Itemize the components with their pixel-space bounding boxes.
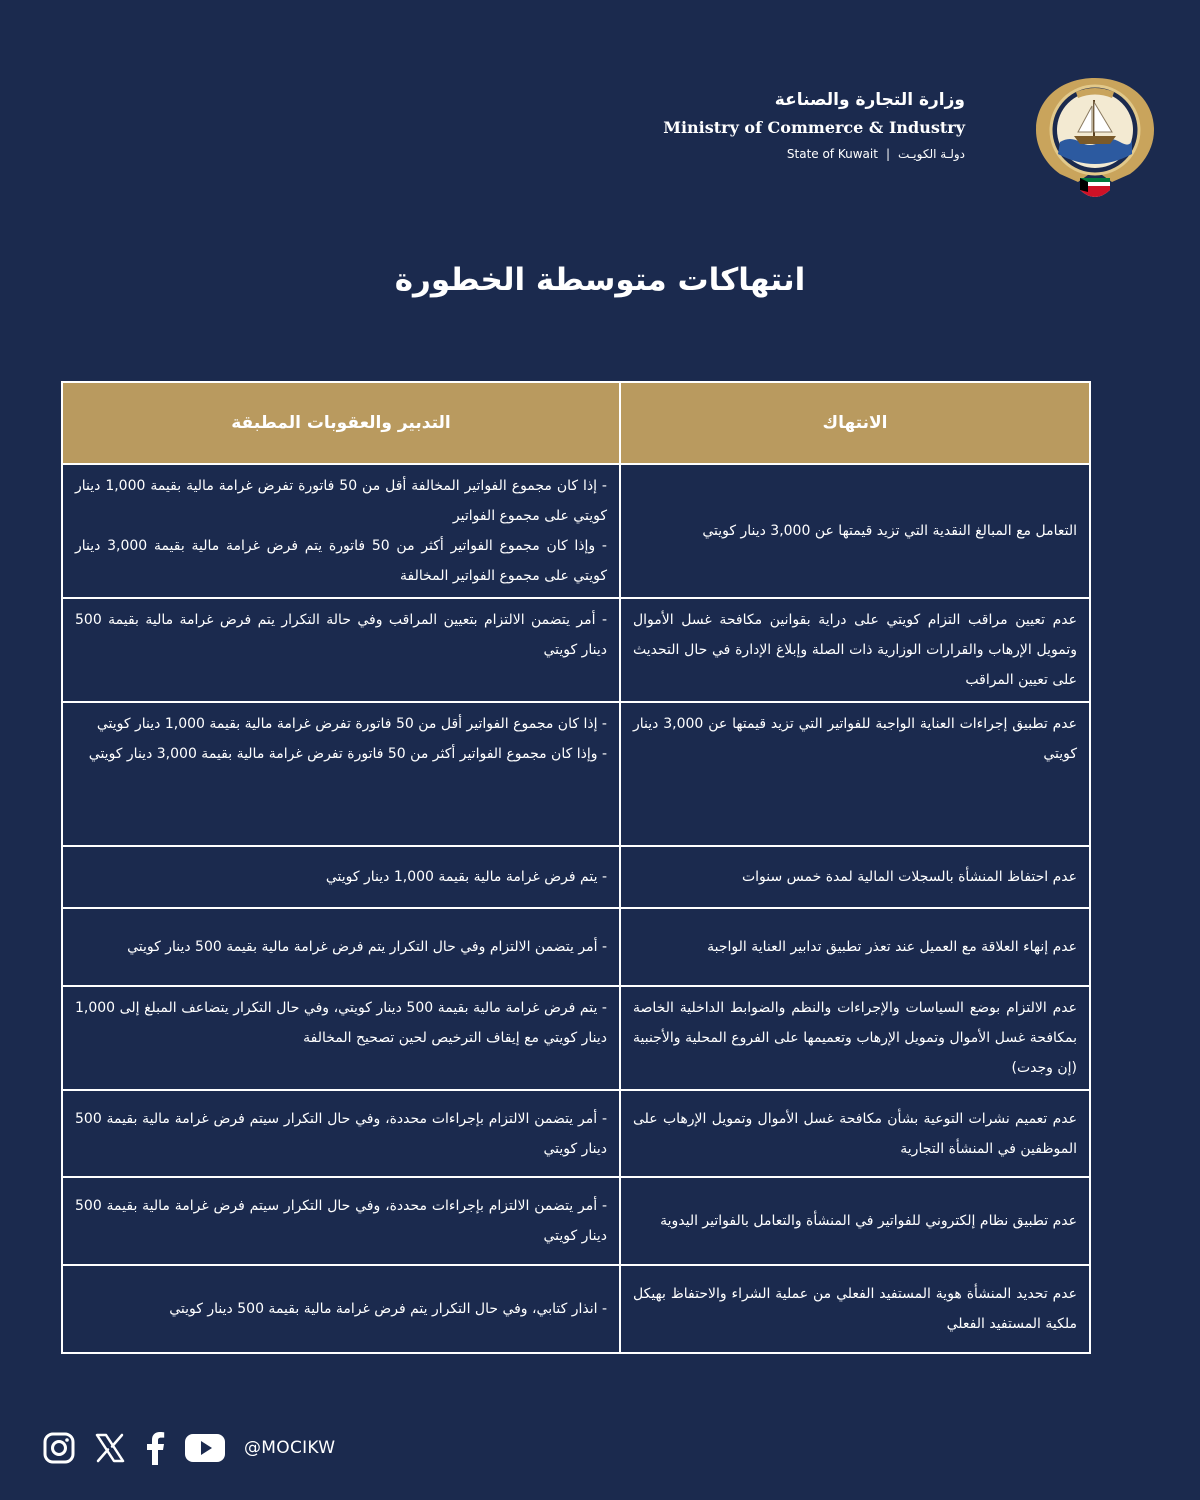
penalty-line: - إذا كان مجموع الفواتير أقل من 50 فاتورة تفرض غرامة مالية بقيمة 1,000 دينار كويتي bbox=[96, 716, 607, 732]
penalty-line: - أمر يتضمن الالتزام وفي حال التكرار يتم فرض غرامة مالية بقيمة 500 دينار كويتي bbox=[127, 939, 607, 955]
violation-cell: عدم تعميم نشرات التوعية بشأن مكافحة غسل الأموال وتمويل الإرهاب على الموظفين في المنشأة التجارية bbox=[620, 1090, 1090, 1177]
facebook-icon[interactable] bbox=[144, 1431, 166, 1465]
penalty-cell bbox=[62, 846, 620, 908]
violation-cell: عدم تطبيق إجراءات العناية الواجبة للفواتير التي تزيد قيمتها عن 3,000 دينار كويتي bbox=[620, 702, 1090, 846]
table-row bbox=[62, 846, 1090, 908]
penalty-line: - يتم فرض غرامة مالية بقيمة 500 دينار كويتي، وفي حال التكرار يتضاعف المبلغ إلى 1,000 دينار كويتي مع إيقاف الترخيص لحين تصحيح المخالفة bbox=[75, 1000, 607, 1046]
youtube-icon[interactable] bbox=[184, 1433, 226, 1463]
penalty-line: - يتم فرض غرامة مالية بقيمة 1,000 دينار كويتي bbox=[325, 869, 607, 885]
violation-cell: عدم تطبيق نظام إلكتروني للفواتير في المنشأة والتعامل بالفواتير اليدوية bbox=[620, 1177, 1090, 1265]
state-name-ar: دولـة الكويـت bbox=[897, 147, 965, 161]
violation-cell: عدم تحديد المنشأة هوية المستفيد الفعلي من عملية الشراء والاحتفاظ بهيكل ملكية المستفيد الفعلي bbox=[620, 1265, 1090, 1353]
table-row bbox=[62, 986, 1090, 1090]
table-row bbox=[62, 1265, 1090, 1353]
ministry-name-en: Ministry of Commerce & Industry bbox=[663, 118, 965, 137]
penalty-cell bbox=[62, 1177, 620, 1265]
social-footer bbox=[42, 1430, 335, 1466]
penalty-line: - أمر يتضمن الالتزام بإجراءات محددة، وفي حال التكرار سيتم فرض غرامة مالية بقيمة 500 دينار كويتي bbox=[75, 1198, 607, 1244]
penalty-cell bbox=[62, 1090, 620, 1177]
kuwait-emblem-icon bbox=[1030, 70, 1160, 205]
state-name-en: State of Kuwait bbox=[786, 147, 878, 161]
violation-cell: عدم إنهاء العلاقة مع العميل عند تعذر تطبيق تدابير العناية الواجبة bbox=[620, 908, 1090, 986]
column-header-violation: الانتهاك bbox=[620, 382, 1090, 464]
table-row bbox=[62, 1177, 1090, 1265]
table-row bbox=[62, 598, 1090, 702]
ministry-name-ar: وزارة التجارة والصناعة bbox=[774, 90, 965, 110]
penalty-line: - انذار كتابي، وفي حال التكرار يتم فرض غرامة مالية بقيمة 500 دينار كويتي bbox=[169, 1301, 607, 1317]
violations-table bbox=[61, 381, 1091, 1354]
violation-cell: عدم الالتزام بوضع السياسات والإجراءات والنظم والضوابط الداخلية الخاصة بمكافحة غسل الأموال وتمويل الإرهاب وتعميمها على الفروع المحلية والأجنبية (إن وجدت) bbox=[620, 986, 1090, 1090]
penalty-line: - أمر يتضمن الالتزام بتعيين المراقب وفي حالة التكرار يتم فرض غرامة مالية بقيمة 500 دينار كويتي bbox=[75, 612, 607, 658]
violation-cell: التعامل مع المبالغ النقدية التي تزيد قيمتها عن 3,000 دينار كويتي bbox=[620, 464, 1090, 598]
instagram-icon[interactable] bbox=[42, 1431, 76, 1465]
penalty-cell bbox=[62, 986, 620, 1090]
violation-cell: عدم تعيين مراقب التزام كويتي على دراية بقوانين مكافحة غسل الأموال وتمويل الإرهاب والقرارات الوزارية ذات الصلة وإبلاغ الإدارة في حال التحديث على تعيين المراقب bbox=[620, 598, 1090, 702]
x-icon[interactable] bbox=[94, 1432, 126, 1464]
table-row bbox=[62, 908, 1090, 986]
penalty-line: - أمر يتضمن الالتزام بإجراءات محددة، وفي حال التكرار سيتم فرض غرامة مالية بقيمة 500 دينار كويتي bbox=[75, 1110, 607, 1157]
table-header-row bbox=[62, 382, 1090, 464]
table-row bbox=[62, 464, 1090, 598]
penalty-line: - إذا كان مجموع الفواتير المخالفة أقل من 50 فاتورة تفرض غرامة مالية بقيمة 1,000 دينار كويتي على مجموع الفواتير bbox=[75, 478, 607, 524]
violation-cell: عدم احتفاظ المنشأة بالسجلات المالية لمدة خمس سنوات bbox=[620, 846, 1090, 908]
social-handle[interactable]: @MOCIKW bbox=[244, 1438, 336, 1458]
column-header-penalty: التدبير والعقوبات المطبقة bbox=[62, 382, 620, 464]
penalty-line: - وإذا كان مجموع الفواتير أكثر من 50 فاتورة تفرض غرامة مالية بقيمة 3,000 دينار كويتي bbox=[88, 746, 607, 762]
page-title: انتهاكات متوسطة الخطورة bbox=[394, 262, 806, 298]
ministry-info bbox=[663, 90, 965, 161]
table-row bbox=[62, 1090, 1090, 1177]
penalty-cell bbox=[62, 464, 620, 598]
penalty-line: - وإذا كان مجموع الفواتير أكثر من 50 فاتورة يتم فرض غرامة مالية بقيمة 3,000 دينار كويتي على مجموع الفواتير المخالفة bbox=[75, 538, 607, 584]
header bbox=[0, 70, 1160, 220]
penalty-cell bbox=[62, 908, 620, 986]
table-row bbox=[62, 702, 1090, 846]
penalty-cell bbox=[62, 702, 620, 846]
penalty-cell bbox=[62, 1265, 620, 1353]
state-separator: | bbox=[885, 147, 890, 161]
penalty-cell bbox=[62, 598, 620, 702]
state-line bbox=[663, 147, 965, 161]
